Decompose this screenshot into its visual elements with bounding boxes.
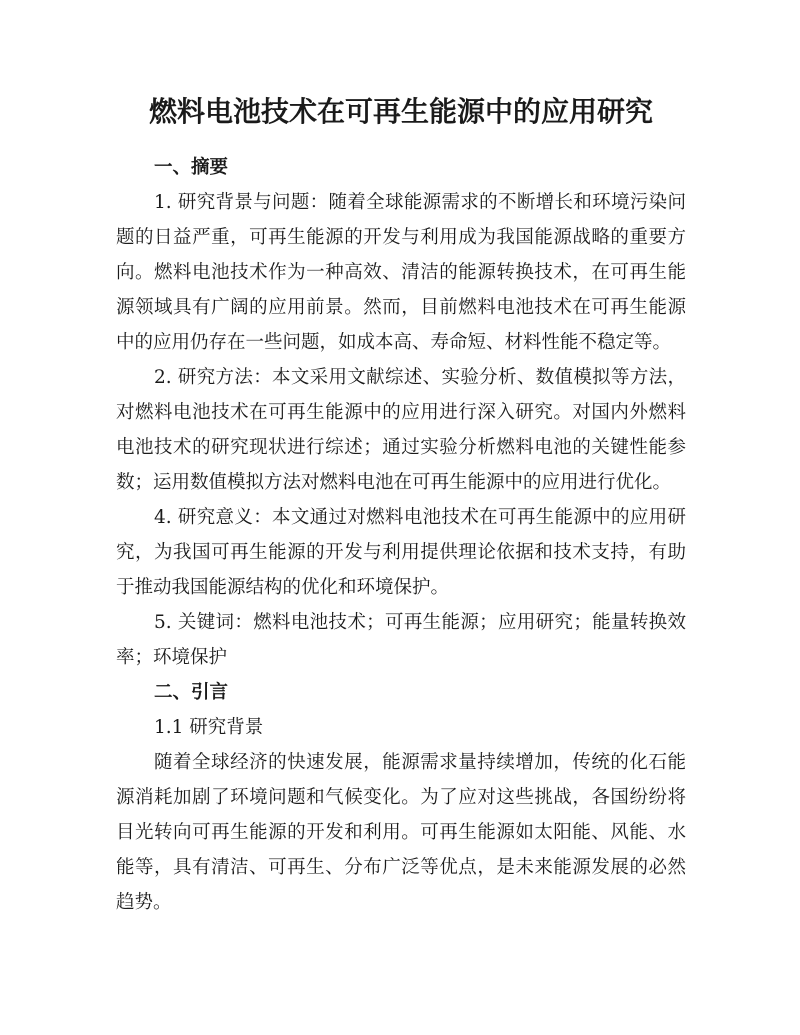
paragraph-methods: 2. 研究方法：本文采用文献综述、实验分析、数值模拟等方法，对燃料电池技术在可再生能源中的应用进行深入研究。对国内外燃料电池技术的研究现状进行综述；通过实验分析燃料电池的关键性能参数；运用数值模拟方法对燃料电池在可再生能源中的应用进行优化。 (116, 367, 686, 493)
section-abstract (116, 150, 686, 675)
document-page (116, 86, 686, 920)
paragraph-intro-background: 随着全球经济的快速发展，能源需求量持续增加，传统的化石能源消耗加剧了环境问题和气候变化。为了应对这些挑战，各国纷纷将目光转向可再生能源的开发和利用。可再生能源如太阳能、风能、水能等，具有清洁、可再生、分布广泛等优点，是未来能源发展的必然趋势。 (116, 752, 686, 913)
paragraph-significance: 4. 研究意义：本文通过对燃料电池技术在可再生能源中的应用研究，为我国可再生能源的开发与利用提供理论依据和技术支持，有助于推动我国能源结构的优化和环境保护。 (116, 507, 686, 598)
document-title: 燃料电池技术在可再生能源中的应用研究 (148, 95, 653, 128)
section-heading-introduction: 二、引言 (154, 682, 229, 703)
section-heading-abstract: 一、摘要 (154, 157, 229, 178)
paragraph-keywords: 5. 关键词：燃料电池技术；可再生能源；应用研究；能量转换效率；环境保护 (116, 612, 686, 668)
section-introduction (116, 675, 686, 920)
paragraph-background: 1. 研究背景与问题：随着全球能源需求的不断增长和环境污染问题的日益严重，可再生能源的开发与利用成为我国能源战略的重要方向。燃料电池技术作为一种高效、清洁的能源转换技术，在可再生能源领域具有广阔的应用前景。然而，目前燃料电池技术在可再生能源中的应用仍存在一些问题，如成本高、寿命短、材料性能不稳定等。 (116, 192, 686, 353)
subsection-heading-background: 1.1 研究背景 (154, 717, 264, 738)
